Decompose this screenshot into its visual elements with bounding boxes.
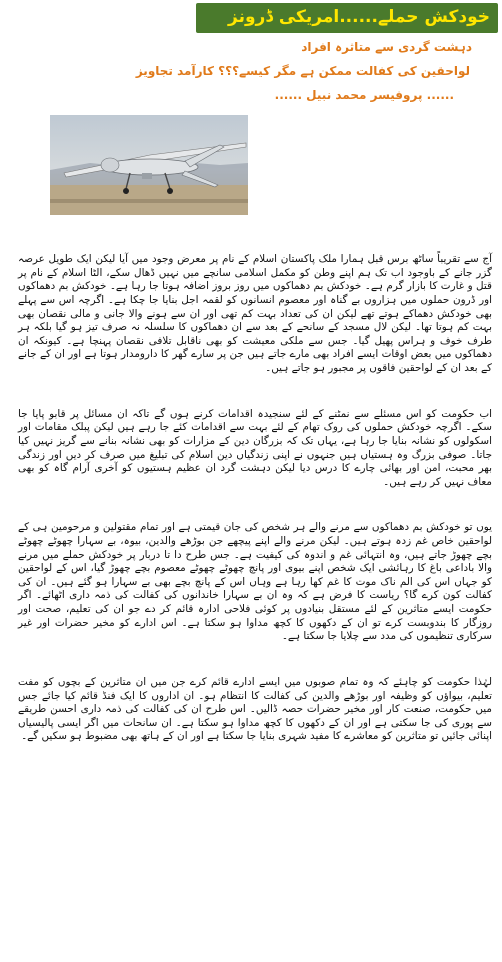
article-body <box>14 226 492 763</box>
article-paragraph: اب حکومت کو اس مسئلے سے نمٹنے کے لئے سنجیدہ اقدامات کرنے ہوں گے تاکہ ان مسائل پر قابو پایا جا سکے۔ اگرچہ خودکش حملوں کی روک تھام کے لئے بہت سے اقدامات کئے جا رہے ہیں لیکن پبلک مقامات اور اسکولوں کو نشانہ بنایا جا رہا ہے، یہاں تک کہ بزرگان دین کے مزارات کو بھی نشانہ بنانے سے گریز نہیں کیا جاتا۔ صوفی بزرگ وہ ہستیاں ہیں جنہوں نے اپنی زندگیاں دین اسلام کی تبلیغ میں صرف کر دیں اور زندگی بھر محبت، امن اور بھائی چارے کا درس دیا لیکن دہشت گرد ان عظیم ہستیوں کو آخری آرام گاہ کو بھی معاف نہیں کر رہے ہیں۔ <box>14 407 492 488</box>
article-header <box>0 0 502 215</box>
title-banner <box>196 3 498 33</box>
drone-photo <box>50 115 248 215</box>
article-subheading: لواحقین کی کفالت ممکن ہے مگر کیسے؟؟؟ کارآمد تجاویز <box>135 64 470 78</box>
article-paragraph: لہٰذا حکومت کو چاہئے کہ وہ تمام صوبوں میں ایسے ادارے قائم کرے جن میں ان متاثرین کے بچوں کو مفت تعلیم، بیواؤں کو وظیفہ اور بوڑھے والدین کی کفالت کا انتظام ہو۔ ان اداروں کا ایک فنڈ قائم کیا جائے جس میں حکومت، صنعت کار اور مخیر حضرات حصہ ڈالیں۔ اس طرح ان کی کفالت کی ذمہ داری احسن طریقے سے پوری کی جا سکتی ہے اور ان کے دکھوں کا کچھ مداوا ہو سکتا ہے۔ ان سانحات میں اگر ایسی پالیسیاں اپنائی جائیں تو متاثرین کو معاشرے کا مفید شہری بنایا جا سکتا ہے اور ان کے ہاتھ بھی مضبوط ہو سکیں گے۔ <box>14 676 492 743</box>
article-paragraph: آج سے تقریباً ساٹھ برس قبل ہمارا ملک پاکستان اسلام کے نام پر معرض وجود میں آیا لیکن ایک طویل عرصہ گزر جانے کے باوجود اب تک ہم اپنے وطن کو مکمل اسلامی سانچے میں نہیں ڈھال سکے، الٹا اسلام کے نام پر قتل و غارت کا بازار گرم ہے۔ خودکش بم دھماکوں میں روز بروز اضافہ ہوتا جا رہا ہے۔ خودکش بم دھماکوں اور ڈرون حملوں میں ہزاروں بے گناہ اور معصوم انسانوں کو لقمہ اجل بنایا جا چکا ہے۔ اگرچہ اس سے پہلے بھی خودکش دھماکے ہوتے تھے لیکن ان کی تعداد بہت کم تھی اور ان سے ہونے والا جانی و مالی نقصان بھی بہت کم ہوتا تھا۔ لیکن لال مسجد کے سانحے کے بعد سے ان دھماکوں کا سلسلہ نہ صرف تیز ہو گیا بلکہ ہر طرف خوف و ہراس پھیل گیا۔ جس سے ملکی معیشت کو بھی ناقابل تلافی نقصان پہنچا ہے۔ کیونکہ ان دھماکوں میں بعض اوقات ایسے افراد بھی مارے جاتے ہیں جن پر سارے گھر کا دارومدار ہوتا ہے اور ان کے جانے کے بعد ان کے لواحقین فاقوں پر مجبور ہو جاتے ہیں۔ <box>14 253 492 374</box>
article-author: ...... پروفیسر محمد نبیل ...... <box>274 88 454 102</box>
article-paragraph: یوں تو خودکش بم دھماکوں سے مرنے والے ہر شخص کی جان قیمتی ہے اور تمام مقتولین و مرحومین ہی کے لواحقین خاص غم زدہ ہوتے ہیں۔ لیکن مرنے والے اپنے پیچھے جن بوڑھے والدین، بیوہ، بے سہارا چھوٹے چھوٹے بچے چھوڑ جاتے ہیں، وہ انتہائی غم و اندوہ کی کیفیت ہے۔ جس طرح دا تا دربار پر خودکش حملے میں مرنے والا باداعی باغ کا رہائشی ایک شخص اپنے بیوی اور پانچ چھوٹے چھوٹے معصوم بچے چھوڑ گیا، اس کے لواحقین کو جہاں اس کی الم ناک موت کا غم کھا رہا ہے وہاں اس کے پانچ بچے بھی بے سہارا ہو گئے ہیں۔ ان کی کفالت کون کرے گا؟ ریاست کا فرض ہے کہ وہ ان بے سہارا خاندانوں کی کفالت کی ذمہ داری اٹھائے۔ اگر حکومت ایسے متاثرین کے لئے مستقل بنیادوں پر کوئی فلاحی ادارہ قائم کر دے جو ان کی تعلیم، صحت اور روزگار کا بندوبست کرے تو ان کے دکھوں کا کچھ مداوا ہو سکتا ہے۔ اس ادارے کو مخیر حضرات اور غیر سرکاری تنظیموں کی مدد سے چلایا جا سکتا ہے۔ <box>14 521 492 643</box>
article-subtitle: دہشت گردی سے متاثرہ افراد <box>301 40 472 54</box>
article-title: خودکش حملے......امریکی ڈرونز <box>228 7 490 27</box>
